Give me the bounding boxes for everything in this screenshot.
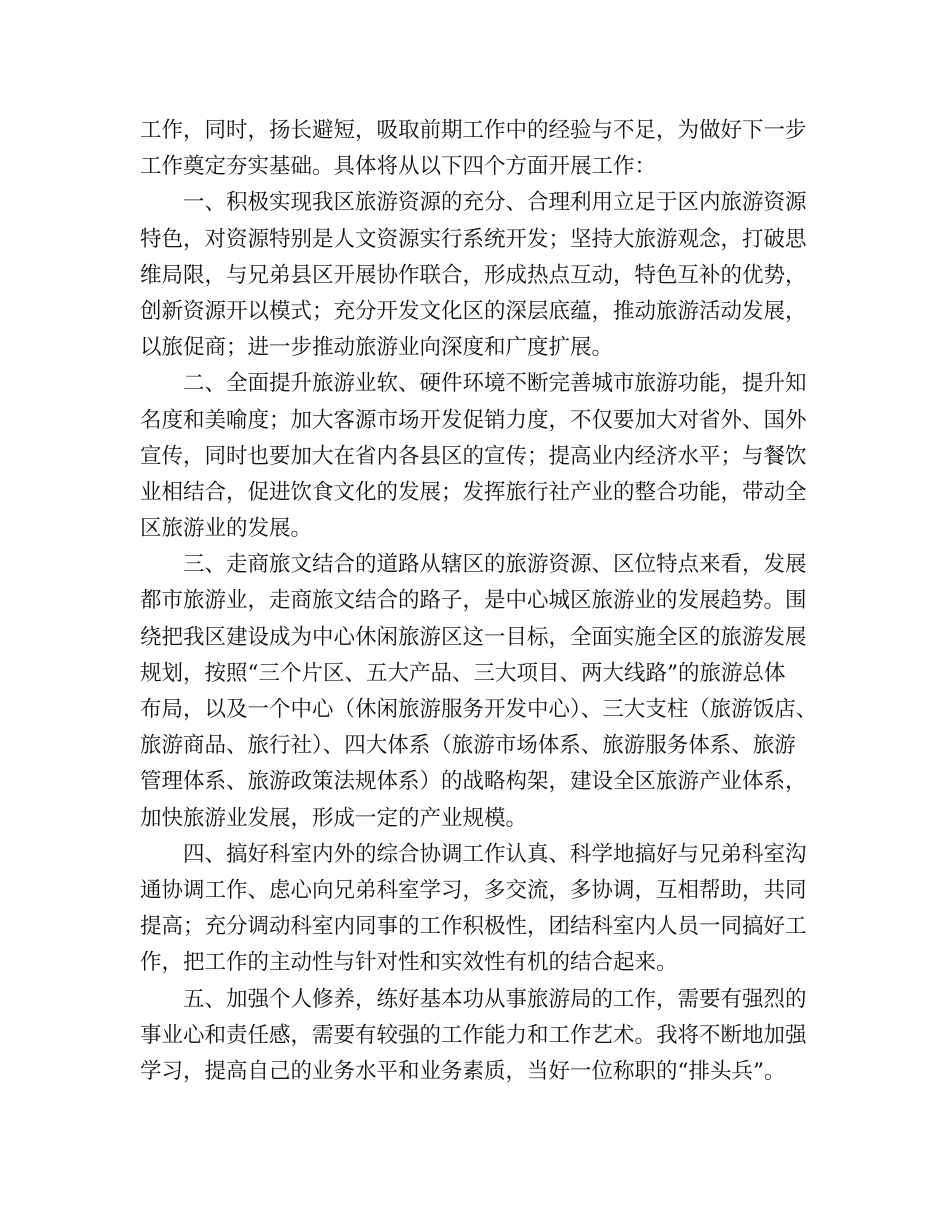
text-line: 宣传，同时也要加大在省内各县区的宣传；提高业内经济水平；与餐饮 xyxy=(140,443,807,469)
paragraph-first-line: 四、搞好科室内外的综合协调工作认真、科学地搞好与兄弟科室沟 xyxy=(183,841,807,867)
text-line: 工作，同时，扬长避短，吸取前期工作中的经验与不足，为做好下一步 xyxy=(140,118,807,143)
text-line: 区旅游业的发展。 xyxy=(140,516,313,542)
text-line: 管理体系、旅游政策法规体系）的战略构架，建设全区旅游产业体系， xyxy=(140,769,807,795)
text-line: 规划，按照“三个片区、五大产品、三大项目、两大线路”的旅游总体 xyxy=(140,660,786,686)
text-line: 以旅促商；进一步推动旅游业向深度和广度扩展。 xyxy=(140,335,614,361)
text-line: 绕把我区建设成为中心休闲旅游区这一目标，全面实施全区的旅游发展 xyxy=(140,624,807,650)
text-line: 加快旅游业发展，形成一定的产业规模。 xyxy=(140,805,528,831)
text-line: 旅游商品、旅行社）、四大体系（旅游市场体系、旅游服务体系、旅游 xyxy=(140,733,796,759)
paragraph-first-line: 二、全面提升旅游业软、硬件环境不断完善城市旅游功能，提升知 xyxy=(183,371,807,397)
text-line: 业相结合，促进饮食文化的发展；发挥旅行社产业的整合功能，带动全 xyxy=(140,479,807,505)
text-line: 作，把工作的主动性与针对性和实效性有机的结合起来。 xyxy=(140,950,678,976)
paragraph-first-line: 三、走商旅文结合的道路从辖区的旅游资源、区位特点来看，发展 xyxy=(183,552,807,578)
paragraph-first-line: 五、加强个人修养，练好基本功从事旅游局的工作，需要有强烈的 xyxy=(183,986,807,1012)
paragraph-first-line: 一、积极实现我区旅游资源的充分、合理利用立足于区内旅游资源 xyxy=(183,190,807,216)
text-line: 布局，以及一个中心（休闲旅游服务开发中心）、三大支柱（旅游饭店、 xyxy=(140,697,818,722)
document-body xyxy=(140,113,840,1090)
text-line: 学习，提高自己的业务水平和业务素质，当好一位称职的“排头兵”。 xyxy=(140,1058,786,1084)
text-line: 都市旅游业，走商旅文结合的路子，是中心城区旅游业的发展趋势。围 xyxy=(140,588,807,614)
text-line: 事业心和责任感，需要有较强的工作能力和工作艺术。我将不断地加强 xyxy=(140,1022,807,1048)
text-line: 特色，对资源特别是人文资源实行系统开发；坚持大旅游观念，打破思 xyxy=(140,226,807,252)
text-line: 创新资源开以模式；充分开发文化区的深层底蕴，推动旅游活动发展， xyxy=(140,298,807,324)
text-line: 提高；充分调动科室内同事的工作积极性，团结科室内人员一同搞好工 xyxy=(140,914,807,940)
text-line: 名度和美喻度；加大客源市场开发促销力度，不仅要加大对省外、国外 xyxy=(140,407,807,433)
text-line: 工作奠定夯实基础。具体将从以下四个方面开展工作： xyxy=(140,154,657,180)
text-line: 通协调工作、虑心向兄弟科室学习，多交流，多协调，互相帮助，共同 xyxy=(140,877,807,903)
text-line: 维局限，与兄弟县区开展协作联合，形成热点互动，特色互补的优势， xyxy=(140,262,807,288)
